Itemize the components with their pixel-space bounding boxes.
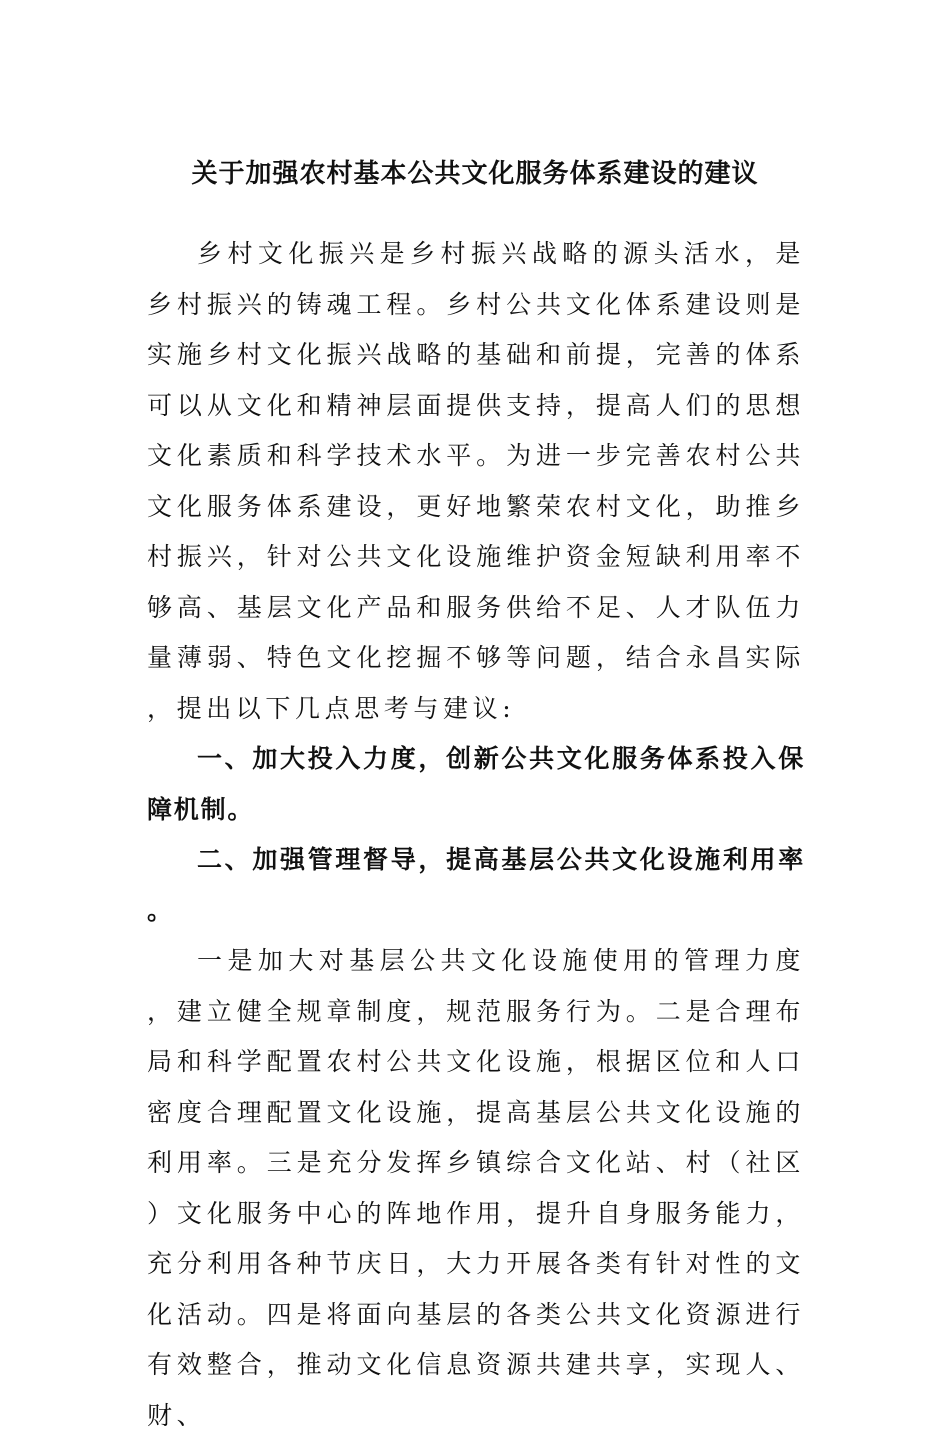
document-body bbox=[147, 229, 805, 1441]
section-heading-2: 二、加强管理督导，提高基层公共文化设施利用率。 bbox=[147, 845, 805, 925]
intro-paragraph: 乡村文化振兴是乡村振兴战略的源头活水，是乡村振兴的铸魂工程。乡村公共文化体系建设则是实施乡村文化振兴战略的基础和前提，完善的体系可以从文化和精神层面提供支持，提高人们的思想文化素质和科学技术水平。为进一步完善农村公共文化服务体系建设，更好地繁荣农村文化，助推乡村振兴，针对公共文化设施维护资金短缺利用率不够高、基层文化产品和服务供给不足、人才队伍力量薄弱、特色文化挖掘不够等问题，结合永昌实际，提出以下几点思考与建议: bbox=[147, 239, 805, 723]
section-heading-1: 一、加大投入力度，创新公共文化服务体系投入保障机制。 bbox=[147, 744, 805, 824]
document-title: 关于加强农村基本公共文化服务体系建设的建议 bbox=[191, 159, 759, 189]
section-2-paragraph: 一是加大对基层公共文化设施使用的管理力度，建立健全规章制度，规范服务行为。二是合理布局和科学配置农村公共文化设施，根据区位和人口密度合理配置文化设施，提高基层公共文化设施的利用率。三是充分发挥乡镇综合文化站、村（社区）文化服务中心的阵地作用，提升自身服务能力，充分利用各种节庆日，大力开展各类有针对性的文化活动。四是将面向基层的各类公共文化资源进行有效整合，推动文化信息资源共建共享，实现人、财、 bbox=[147, 946, 805, 1430]
